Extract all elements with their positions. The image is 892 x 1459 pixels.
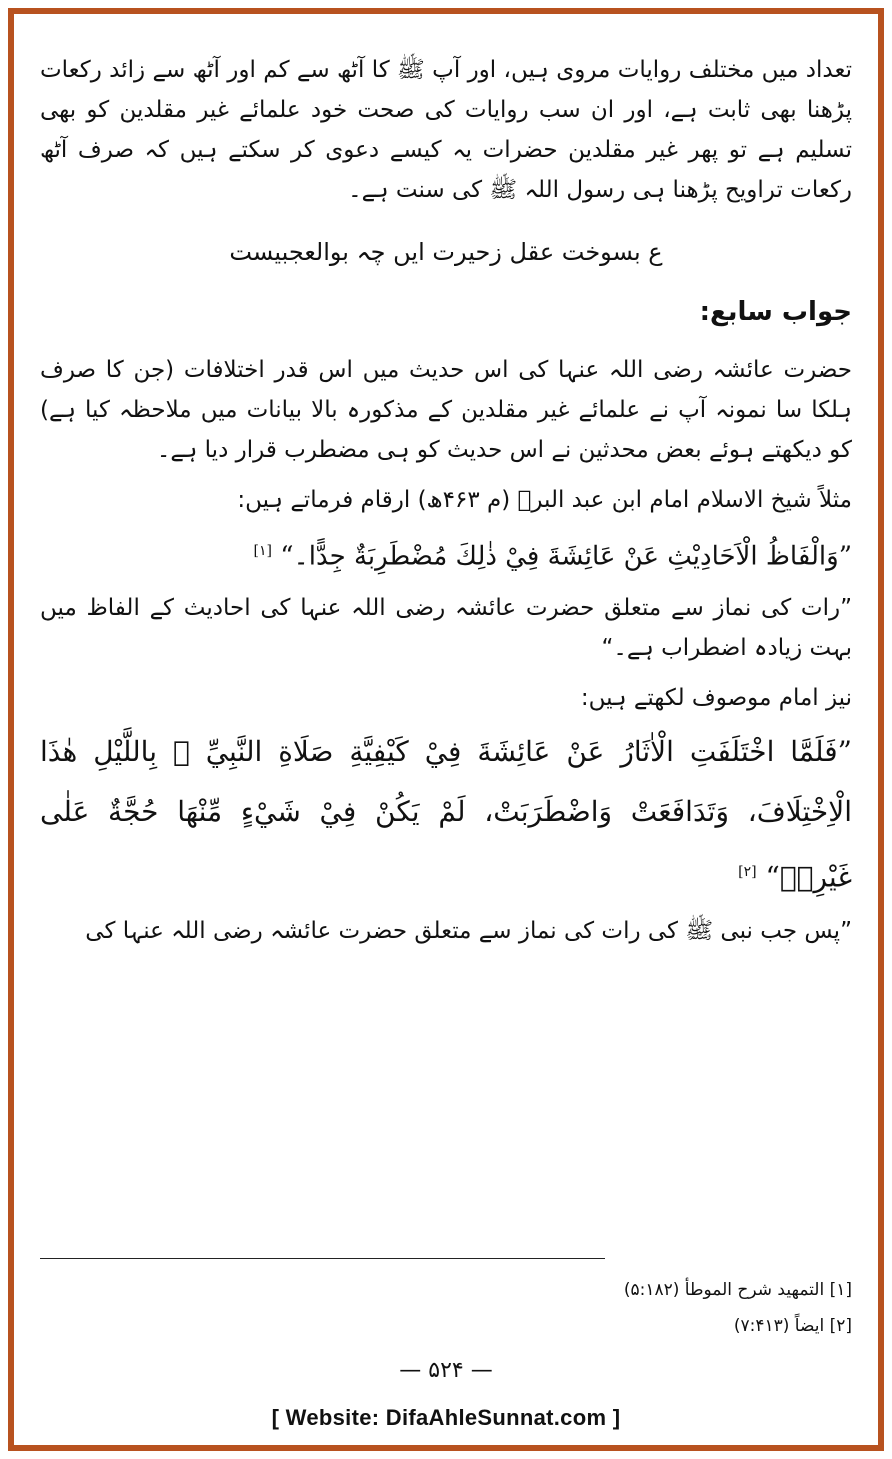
section-heading: جواب سابع: xyxy=(699,297,852,327)
paragraph-3: مثلاً شیخ الاسلام امام ابن عبد البرؒ (م ۴۶۳ھ) ارقام فرماتے ہیں: xyxy=(237,487,852,513)
footnotes xyxy=(624,1272,852,1344)
arabic-quote-1 xyxy=(40,526,852,582)
website-banner[interactable]: [ Website: DifaAhleSunnat.com ] xyxy=(271,1405,621,1430)
page-body xyxy=(40,50,852,951)
footnote-2: [۲] ایضاً (۷:۴۱۳) xyxy=(733,1316,852,1336)
footnote-ref-2[interactable]: [۲] xyxy=(738,863,757,880)
paragraph-2: حضرت عائشہ رضی اللہ عنہا کی اس حدیث میں اس قدر اختلافات (جن کا صرف ہلکا سا نمونہ آپ نے علمائے غیر مقلدین کے مذکورہ بالا بیانات میں ملاحظہ کیا ہے) کو دیکھتے ہوئے بعض محدثین نے اس حدیث کو ہی مضطرب قرار دیا ہے۔ xyxy=(40,357,852,463)
arabic-quote-1-text: ”وَالْفَاظُ الْاَحَادِيْثِ عَنْ عَائِشَةَ فِيْ ذٰلِكَ مُضْطَرِبَةٌ جِدًّا۔“ xyxy=(280,541,852,572)
translation-2: ”پس جب نبی ﷺ کی رات کی نماز سے متعلق حضرت عائشہ رضی اللہ عنہا کی xyxy=(85,917,852,944)
footnote-1: [۱] التمهید شرح الموطأ (۵:۱۸۲) xyxy=(623,1280,852,1300)
paragraph-1: تعداد میں مختلف روایات مروی ہیں، اور آپ ﷺ کا آٹھ سے کم اور آٹھ سے زائد رکعات پڑھنا بھی ثابت ہے، اور ان سب روایات کی صحت خود علمائے غیر مقلدین کو بھی تسلیم ہے تو پھر غیر مقلدین حضرات یہ کیسے دعوی کر سکتے ہیں کہ صرف آٹھ رکعات تراویح پڑھنا ہی رسول اللہ ﷺ کی سنت ہے۔ xyxy=(40,57,852,203)
paragraph-4: نیز امام موصوف لکھتے ہیں: xyxy=(580,684,852,711)
arabic-quote-2 xyxy=(40,722,852,907)
footnote-ref-1[interactable]: [۱] xyxy=(253,543,272,559)
translation-1: ”رات کی نماز سے متعلق حضرت عائشہ رضی اللہ عنہا کی احادیث کے الفاظ میں بہت زیادہ اضطراب ہے۔“ xyxy=(40,594,852,661)
footnote-divider xyxy=(40,1258,605,1259)
persian-verse: ع بسوخت عقل زحیرت ایں چہ بوالعجبیست xyxy=(229,238,663,266)
arabic-quote-2-text: ”فَلَمَّا اخْتَلَفَتِ الْاٰثَارُ عَنْ عَائِشَةَ فِيْ كَيْفِيَّةِ صَلَاةِ النَّبِيِّ ﷺ بِاللَّيْلِ هٰذَا الْاِخْتِلَافَ، وَتَدَافَعَتْ وَاضْطَرَبَتْ، لَمْ يَكُنْ فِيْ شَيْءٍ مِّنْهَا حُجَّةٌ عَلٰى غَيْرِهٖ“ xyxy=(40,734,852,893)
page-number: — ۵۲۴ — xyxy=(399,1358,493,1383)
